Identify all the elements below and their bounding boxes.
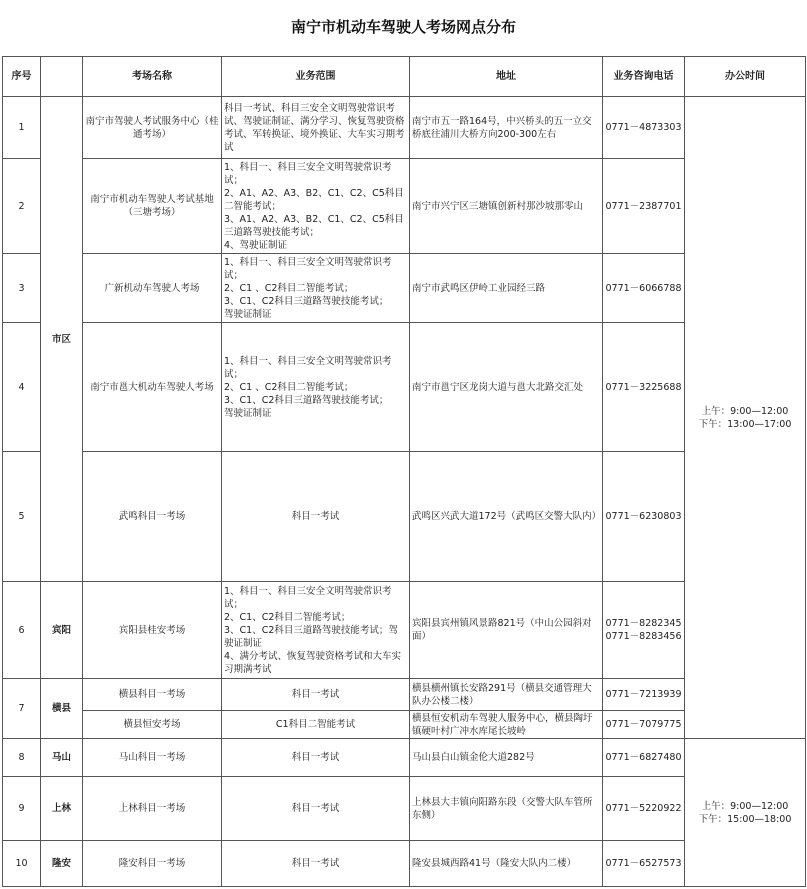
row-no: 4	[3, 323, 41, 452]
phone-number: 0771－7213939	[603, 679, 685, 711]
phone-number: 0771－8282345 0771－8283456	[603, 582, 685, 679]
business-scope: 1、科目一、科目三安全文明驾驶常识考试； 2、C1 、C2科目二智能考试； 3、C1、C2科目三道路驾驶技能考试； 驾驶证制证	[222, 254, 410, 323]
header-phone: 业务咨询电话	[603, 57, 685, 97]
header-region	[41, 57, 83, 97]
page-title: 南宁市机动车驾驶人考场网点分布	[290, 18, 516, 36]
site-address: 上林县大丰镇向阳路东段（交警大队车管所东侧）	[410, 777, 603, 841]
row-no: 7	[3, 679, 41, 739]
business-scope: C1科目二智能考试	[222, 711, 410, 739]
row-no: 1	[3, 97, 41, 159]
site-name: 广新机动车驾驶人考场	[83, 254, 222, 323]
row-no: 9	[3, 777, 41, 841]
phone-number: 0771－2387701	[603, 159, 685, 254]
business-scope: 1、科目一、科目三安全文明驾驶常识考试； 2、A1、A2、A3、B2、C1、C2、C5科目二智能考试； 3、A1、A2、A3、B2、C1、C2、C5科目三道路驾驶技能考试； 4、驾驶证制证	[222, 159, 410, 254]
header-hours: 办公时间	[685, 57, 806, 97]
site-address: 横县横州镇长安路291号（横县交通管理大队办公楼二楼）	[410, 679, 603, 711]
business-scope: 科目一考试、科目三安全文明驾驶常识考试、驾驶证制证、满分学习、恢复驾驶资格考试、军转换证、境外换证、大车实习期考试	[222, 97, 410, 159]
header-address: 地址	[410, 57, 603, 97]
site-name: 上林科目一考场	[83, 777, 222, 841]
phone-number: 0771－6527573	[603, 841, 685, 887]
site-name: 马山科目一考场	[83, 739, 222, 777]
region-cell: 马山	[41, 739, 83, 777]
site-name: 南宁市驾驶人考试服务中心（桂通考场）	[83, 97, 222, 159]
site-address: 南宁市五一路164号，中兴桥头的五一立交桥底往浦川大桥方向200-300左右	[410, 97, 603, 159]
phone-number: 0771－6827480	[603, 739, 685, 777]
site-address: 南宁市邕宁区龙岗大道与邕大北路交汇处	[410, 323, 603, 452]
site-address: 宾阳县宾州镇风景路821号（中山公园斜对面）	[410, 582, 603, 679]
header-name: 考场名称	[83, 57, 222, 97]
phone-number: 0771－7079775	[603, 711, 685, 739]
region-cell: 上林	[41, 777, 83, 841]
header-row	[3, 57, 806, 97]
business-scope: 1、科目一、科目三安全文明驾驶常识考试； 2、C1 、C2科目二智能考试； 3、C1、C2科目三道路驾驶技能考试； 驾驶证制证	[222, 323, 410, 452]
phone-number: 0771－6066788	[603, 254, 685, 323]
site-name: 横县科目一考场	[83, 679, 222, 711]
business-scope: 科目一考试	[222, 841, 410, 887]
region-cell: 市区	[41, 97, 83, 582]
region-cell: 宾阳	[41, 582, 83, 679]
site-address: 南宁市兴宁区三塘镇创新村那沙坡那零山	[410, 159, 603, 254]
business-scope: 科目一考试	[222, 679, 410, 711]
site-address: 武鸣区兴武大道172号（武鸣区交警大队内）	[410, 452, 603, 582]
office-hours: 上午：9:00—12:00 下午：15:00—18:00	[685, 739, 806, 887]
business-scope: 1、科目一、科目三安全文明驾驶常识考试； 2、C1、C2科目二智能考试； 3、C1、C2科目三道路驾驶技能考试；驾驶证制证 4、满分考试、恢复驾驶资格考试和大车实习期满考试	[222, 582, 410, 679]
site-name: 宾阳县桂安考场	[83, 582, 222, 679]
region-cell: 隆安	[41, 841, 83, 887]
phone-number: 0771－6230803	[603, 452, 685, 582]
site-name: 南宁市机动车驾驶人考试基地（三塘考场）	[83, 159, 222, 254]
phone-number: 0771－4873303	[603, 97, 685, 159]
row-no: 8	[3, 739, 41, 777]
row-no: 10	[3, 841, 41, 887]
row-no: 2	[3, 159, 41, 254]
table-row	[3, 739, 806, 777]
row-no: 6	[3, 582, 41, 679]
office-hours: 上午：9:00—12:00 下午：13:00—17:00	[685, 97, 806, 739]
site-name: 武鸣科目一考场	[83, 452, 222, 582]
site-address: 马山县白山镇金伦大道282号	[410, 739, 603, 777]
phone-number: 0771－3225688	[603, 323, 685, 452]
site-address: 南宁市武鸣区伊岭工业园经三路	[410, 254, 603, 323]
phone-number: 0771－5220922	[603, 777, 685, 841]
site-address: 横县恒安机动车驾驶人服务中心，横县陶圩镇硬叶村广冲水库尾长坡岭	[410, 711, 603, 739]
region-cell: 横县	[41, 679, 83, 739]
site-address: 隆安县城西路41号（隆安大队内二楼）	[410, 841, 603, 887]
business-scope: 科目一考试	[222, 452, 410, 582]
table-row	[3, 97, 806, 159]
site-name: 横县恒安考场	[83, 711, 222, 739]
header-scope: 业务范围	[222, 57, 410, 97]
business-scope: 科目一考试	[222, 739, 410, 777]
row-no: 3	[3, 254, 41, 323]
header-no: 序号	[3, 57, 41, 97]
business-scope: 科目一考试	[222, 777, 410, 841]
row-no: 5	[3, 452, 41, 582]
exam-site-table	[2, 56, 806, 887]
site-name: 南宁市邕大机动车驾驶人考场	[83, 323, 222, 452]
site-name: 隆安科目一考场	[83, 841, 222, 887]
